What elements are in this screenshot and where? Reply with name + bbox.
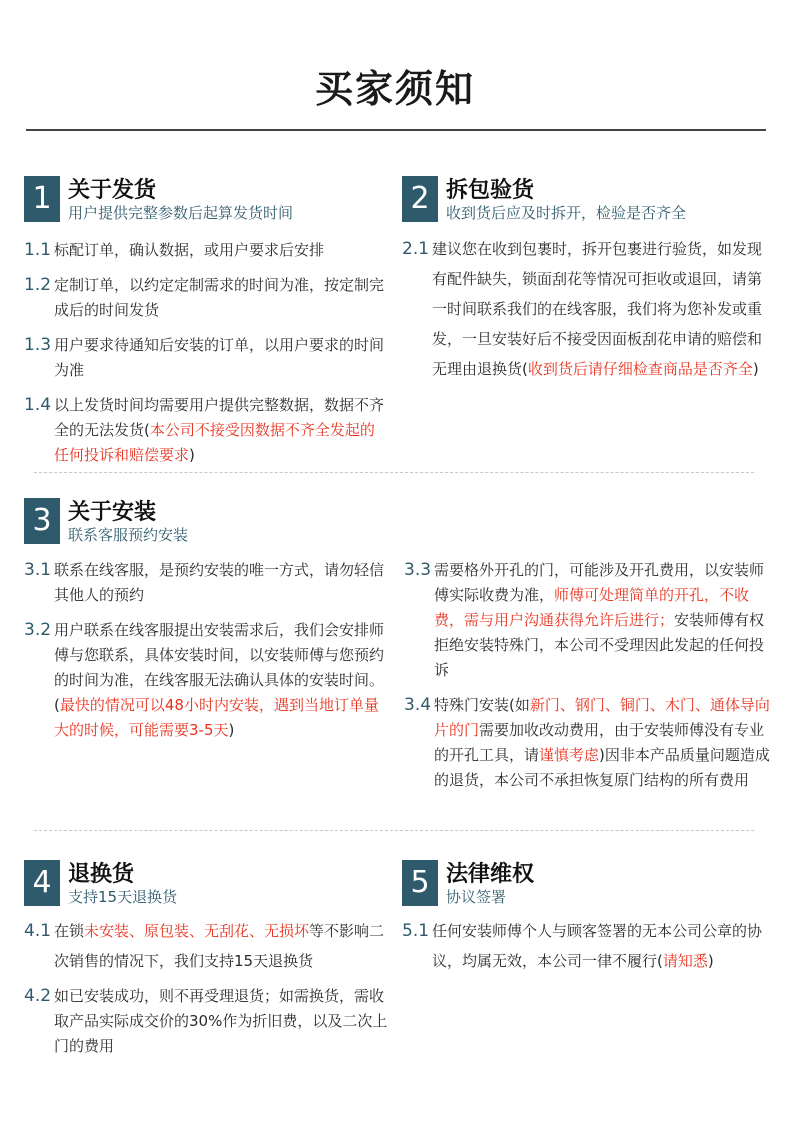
item-number: 1.1	[24, 240, 52, 260]
list-item	[24, 916, 390, 976]
section-divider	[34, 472, 754, 473]
item-text: 联系在线客服，是预约安装的唯一方式，请勿轻信其他人的预约	[54, 561, 385, 604]
list-item	[24, 333, 386, 383]
item-text: 定制订单，以约定定制需求的时间为准，按定制完成后的时间发货	[54, 276, 385, 319]
list-item	[24, 393, 386, 468]
title-divider	[26, 129, 766, 131]
list-item	[24, 984, 390, 1059]
section-subtitle: 支持15天退换货	[68, 888, 178, 906]
list-item	[24, 238, 386, 263]
item-text-tail: )	[707, 952, 714, 970]
list-item	[404, 558, 770, 683]
item-text-tail: )	[228, 721, 235, 739]
item-text: 需要格外开孔的门，可能涉及开孔费用，以安装师傅实际收费为准，	[434, 561, 765, 604]
item-number: 1.4	[24, 395, 52, 415]
section-installation-right	[404, 548, 770, 793]
section-subtitle: 协议签署	[446, 888, 507, 906]
item-number: 3.4	[404, 695, 432, 715]
item-warning-text: 师傅可处理简单的开孔，不收费，需与用户沟通获得允许后进行；	[434, 586, 750, 629]
section-number-badge: 2	[402, 176, 438, 222]
section-inspection	[402, 176, 768, 384]
section-number-badge: 3	[24, 498, 60, 544]
list-item	[24, 273, 386, 323]
list-item	[402, 234, 768, 384]
item-text-tail: )	[752, 360, 759, 378]
item-text: 特殊门安装(如	[434, 696, 530, 714]
section-divider	[34, 830, 754, 831]
section-number-badge: 1	[24, 176, 60, 222]
section-number-badge: 5	[402, 860, 438, 906]
item-number: 2.1	[402, 239, 430, 259]
item-number: 5.1	[402, 921, 430, 941]
section-title: 拆包验货	[446, 178, 535, 203]
list-item	[24, 618, 388, 743]
section-title: 法律维权	[446, 862, 535, 887]
section-title: 关于发货	[68, 178, 157, 203]
item-number: 4.1	[24, 921, 52, 941]
item-text: 用户要求待通知后安装的订单，以用户要求的时间为准	[54, 336, 385, 379]
list-item	[404, 693, 770, 793]
item-text: 建议您在收到包裹时，拆开包裹进行验货，如发现有配件缺失，锁面刮花等情况可拒收或退回，请第一时间联系我们的在线客服，我们将为您补发或重发，一旦安装好后不接受因面板刮花申请的赔偿和无理由退换货(	[432, 240, 763, 378]
item-warning-text: 最快的情况可以48小时内安装，遇到当地订单量大的时候，可能需要3-5天	[54, 696, 379, 739]
item-number: 4.2	[24, 986, 52, 1006]
item-text: )因非本产品质量问题造成的退货，本公司不承担恢复原门结构的所有费用	[434, 746, 770, 789]
section-number-badge: 4	[24, 860, 60, 906]
item-number: 1.3	[24, 335, 52, 355]
item-text: 需要加收改动费用，由于安装师傅没有专业的开孔工具，请	[434, 721, 765, 764]
item-text-tail: 安装师傅有权拒绝安装特殊门，本公司不受理因此发起的任何投诉	[434, 611, 765, 679]
item-warning-text: 新门、钢门、铜门、木门、通体导向片的门	[434, 696, 770, 739]
section-subtitle: 联系客服预约安装	[68, 526, 189, 544]
item-text: 等不影响二次销售的情况下，我们支持15天退换货	[54, 922, 385, 970]
section-subtitle: 收到货后应及时拆开，检验是否齐全	[446, 204, 687, 222]
section-shipping	[24, 176, 386, 468]
item-text: 如已安装成功，则不再受理退货；如需换货，需收取产品实际成交价的30%作为折旧费，以及二次上门的费用	[54, 987, 388, 1055]
page-title: 买家须知	[314, 67, 475, 111]
item-text: 标配订单，确认数据，或用户要求后安排	[54, 241, 325, 259]
item-text: 在锁	[54, 922, 85, 940]
item-warning-text: 请知悉	[662, 952, 708, 970]
item-text: 任何安装师傅个人与顾客签署的无本公司公章的协议，均属无效，本公司一律不履行(	[432, 922, 763, 970]
item-number: 1.2	[24, 275, 52, 295]
section-subtitle: 用户提供完整参数后起算发货时间	[68, 204, 294, 222]
section-returns	[24, 860, 390, 1059]
list-item	[24, 558, 388, 608]
item-warning-text: 未安装、原包装、无刮花、无损坏	[84, 922, 310, 940]
section-installation	[24, 498, 388, 743]
item-warning-text: 本公司不接受因数据不齐全发起的任何投诉和赔偿要求	[54, 421, 375, 464]
item-text-tail: )	[189, 446, 195, 464]
section-title: 关于安装	[68, 500, 157, 525]
item-number: 3.1	[24, 560, 52, 580]
item-warning-text: 谨慎考虑	[539, 746, 600, 764]
item-text: 用户联系在线客服提出安装需求后，我们会安排师傅与您联系，具体安装时间，以安装师傅与您预约的时间为准，在线客服无法确认具体的安装时间。(	[54, 621, 385, 714]
item-warning-text: 收到货后请仔细检查商品是否齐全	[527, 360, 753, 378]
section-legal	[402, 860, 768, 976]
item-number: 3.2	[24, 620, 52, 640]
section-title: 退换货	[68, 862, 135, 887]
item-text: 以上发货时间均需要用户提供完整数据，数据不齐全的无法发货(	[54, 396, 385, 439]
list-item	[402, 916, 768, 976]
item-number: 3.3	[404, 560, 432, 580]
